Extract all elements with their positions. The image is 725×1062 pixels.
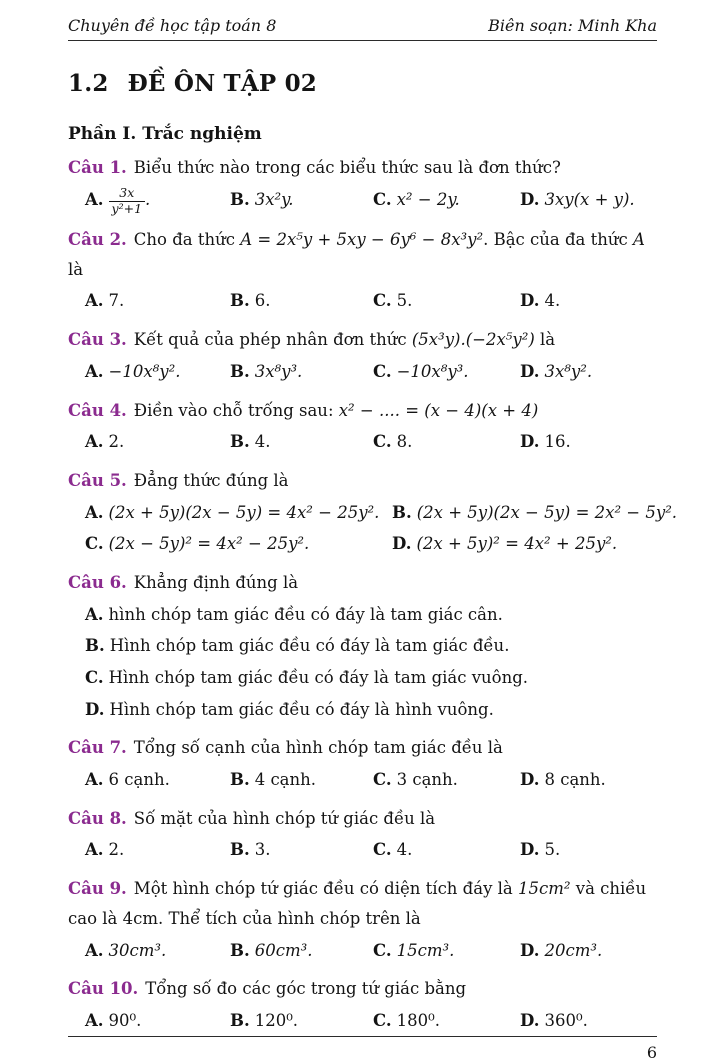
option-letter: D. — [520, 940, 540, 960]
fraction-numerator: 3x — [119, 185, 135, 201]
question-plain-text: Khẳng định đúng là — [133, 572, 299, 592]
option-letter: B. — [85, 636, 105, 656]
option-a — [85, 835, 230, 865]
option-text: (2x + 5y)² = 4x² + 25y². — [416, 534, 618, 554]
question-options — [68, 600, 657, 725]
option-letter: D. — [520, 770, 540, 790]
question-math: A = 2x⁵y + 5xy − 6y⁶ − 8x³y² — [240, 230, 484, 250]
option-text: 360⁰. — [544, 1010, 588, 1030]
header-left-text: Chuyên đề học tập toán 8 — [68, 16, 277, 35]
option-text: Hình chóp tam giác đều có đáy là tam giác đều. — [109, 636, 510, 656]
option-text: 4. — [254, 432, 271, 452]
option-letter: B. — [392, 502, 412, 522]
option-d — [520, 765, 657, 795]
question-line — [68, 804, 657, 834]
question-block — [68, 153, 657, 216]
option-text: −10x⁸y³. — [396, 361, 469, 381]
question-plain-text: Kết quả của phép nhân đơn thức — [133, 330, 412, 350]
question-text — [134, 158, 561, 177]
questions-container — [68, 144, 678, 1036]
question-plain-text: và chiều cao là 4cm. Thể tích của hình chóp trên là — [68, 879, 647, 928]
option-letter: B. — [230, 840, 250, 860]
question-options — [68, 185, 657, 216]
option-letter: C. — [373, 770, 392, 790]
option-text: 8. — [396, 432, 413, 452]
option-letter: D. — [85, 699, 105, 719]
question-label: Câu 2. — [68, 230, 127, 250]
page-header — [68, 16, 657, 41]
question-block — [68, 568, 657, 724]
option-text: 4 cạnh. — [254, 770, 317, 790]
option-letter: D. — [520, 189, 540, 209]
option-b — [230, 1006, 373, 1036]
option-letter: A. — [85, 291, 104, 311]
option-a — [85, 765, 230, 795]
option-d — [520, 286, 657, 316]
option-d — [520, 185, 657, 216]
question-label: Câu 8. — [68, 808, 127, 828]
question-block — [68, 466, 678, 559]
question-block — [68, 974, 657, 1035]
fraction-denominator: y²+1 — [109, 201, 146, 216]
option-letter: D. — [520, 840, 540, 860]
option-text: 4. — [544, 291, 561, 311]
option-text: $\frac{3x}{\text{y²+1}}$ . — [109, 190, 151, 209]
header-right-text: Biên soạn: Minh Kha — [488, 16, 657, 35]
option-letter: A. — [85, 940, 104, 960]
option-c — [373, 185, 520, 216]
question-text — [134, 738, 503, 757]
option-a — [85, 1006, 230, 1036]
question-text — [145, 979, 466, 998]
option-b — [230, 185, 373, 216]
option-c — [373, 357, 520, 387]
option-c — [373, 835, 520, 865]
option-letter: A. — [85, 770, 104, 790]
option-text: 2. — [108, 840, 125, 860]
option-a — [85, 286, 230, 316]
question-line — [68, 325, 657, 355]
question-text — [68, 879, 646, 928]
option-c — [373, 1006, 520, 1036]
option-text: 3x⁸y². — [544, 361, 593, 381]
question-math: x² − .... = (x − 4)(x + 4) — [338, 400, 539, 420]
option-d — [520, 1006, 657, 1036]
option-b — [230, 765, 373, 795]
option-text: Hình chóp tam giác đều có đáy là tam giác vuông. — [108, 668, 529, 687]
question-options — [68, 498, 678, 559]
question-label: Câu 4. — [68, 400, 127, 420]
question-block — [68, 225, 657, 316]
question-plain-text: là — [534, 330, 556, 350]
question-plain-text: Biểu thức nào trong các biểu thức sau là đơn thức? — [133, 158, 561, 177]
question-plain-text: Điền vào chỗ trống sau: — [133, 400, 339, 420]
question-block — [68, 396, 657, 457]
option-text: 5. — [396, 291, 413, 311]
question-label: Câu 5. — [68, 470, 127, 490]
question-math: 15cm² — [518, 879, 571, 899]
option-text: 3xy(x + y). — [544, 189, 635, 209]
question-plain-text: Cho đa thức — [133, 230, 241, 250]
question-options — [68, 936, 657, 966]
option-text: 2. — [108, 432, 125, 452]
option-text: 3x²y. — [254, 189, 294, 209]
question-line — [68, 153, 657, 183]
question-label: Câu 10. — [68, 979, 139, 999]
question-label: Câu 7. — [68, 738, 127, 758]
question-options — [68, 357, 657, 387]
option-letter: B. — [230, 361, 250, 381]
option-letter: C. — [373, 1010, 392, 1030]
question-label: Câu 3. — [68, 330, 127, 350]
question-plain-text: Tổng số đo các góc trong tứ giác bằng — [145, 979, 467, 999]
option-d — [520, 427, 657, 457]
option-b — [230, 835, 373, 865]
question-line — [68, 466, 657, 496]
option-letter: D. — [520, 361, 540, 381]
option-text: (2x − 5y)² = 4x² − 25y². — [108, 534, 310, 554]
option-letter: A. — [85, 189, 104, 209]
option-text: 16. — [544, 432, 571, 452]
option-text: Hình chóp tam giác đều có đáy là hình vuông. — [109, 699, 494, 719]
option-letter: A. — [85, 361, 104, 381]
option-text: x² − 2y. — [396, 189, 460, 209]
option-text: 4. — [396, 840, 413, 860]
question-text — [134, 401, 538, 420]
option-a — [85, 498, 392, 528]
option-d — [520, 936, 657, 966]
question-text — [134, 809, 435, 828]
option-letter: C. — [373, 189, 392, 209]
question-options — [68, 427, 657, 457]
option-letter: B. — [230, 1010, 250, 1030]
section-title-text: ĐỀ ÔN TẬP 02 — [127, 70, 318, 97]
option-letter: B. — [230, 940, 250, 960]
question-line — [68, 733, 657, 763]
option-b — [230, 357, 373, 387]
question-text — [134, 573, 298, 592]
question-options — [68, 1006, 657, 1036]
option-letter: C. — [85, 534, 104, 554]
question-block — [68, 733, 657, 794]
option-a — [85, 936, 230, 966]
question-math: (5x³y).(−2x⁵y²) — [411, 330, 535, 350]
option-letter: C. — [85, 668, 104, 687]
question-text — [68, 230, 645, 279]
option-letter: D. — [520, 291, 540, 311]
option-text: 7. — [108, 291, 125, 311]
question-plain-text: Tổng số cạnh của hình chóp tam giác đều là — [133, 738, 503, 758]
option-text: −10x⁸y². — [108, 361, 181, 381]
option-text: 5. — [544, 840, 561, 860]
option-d — [520, 835, 657, 865]
option-d — [392, 529, 677, 559]
option-text: 3x⁸y³. — [254, 361, 303, 381]
option-text: 30cm³. — [108, 940, 167, 960]
question-plain-text: . Bậc của đa thức — [483, 230, 633, 250]
option-a — [85, 185, 230, 216]
option-c — [373, 286, 520, 316]
option-letter: A. — [85, 1010, 104, 1030]
option-a — [85, 357, 230, 387]
option-b — [85, 631, 657, 661]
option-text: 8 cạnh. — [544, 770, 606, 790]
option-letter: A. — [85, 604, 104, 624]
question-math: A — [632, 230, 645, 250]
question-options — [68, 286, 657, 316]
question-label: Câu 6. — [68, 572, 127, 592]
fraction — [109, 186, 146, 216]
question-line — [68, 568, 657, 598]
option-b — [230, 427, 373, 457]
section-number: 1.2 — [68, 70, 109, 97]
part-heading: Phần I. Trắc nghiệm — [68, 124, 262, 144]
option-b — [230, 936, 373, 966]
option-d — [520, 357, 657, 387]
question-block — [68, 804, 657, 865]
page-number: 6 — [646, 1042, 657, 1062]
question-plain-text: là — [68, 259, 84, 279]
question-block — [68, 325, 657, 386]
page-footer — [68, 1036, 657, 1062]
question-options — [68, 765, 657, 795]
option-d — [85, 695, 657, 725]
option-letter: C. — [373, 940, 392, 960]
option-text: 180⁰. — [396, 1010, 440, 1030]
option-letter: C. — [373, 291, 392, 311]
option-c — [373, 936, 520, 966]
option-letter: B. — [230, 291, 250, 311]
question-text — [134, 471, 289, 490]
question-line — [68, 874, 657, 933]
question-line — [68, 974, 657, 1004]
question-options — [68, 835, 657, 865]
option-text: (2x + 5y)(2x − 5y) = 2x² − 5y². — [416, 502, 678, 522]
option-letter: B. — [230, 432, 250, 452]
option-letter: C. — [373, 432, 392, 452]
question-plain-text: Một hình chóp tứ giác đều có diện tích đáy là — [133, 879, 519, 899]
question-label: Câu 1. — [68, 158, 127, 177]
question-text — [134, 330, 555, 349]
option-b — [230, 286, 373, 316]
option-letter: D. — [520, 432, 540, 452]
option-letter: A. — [85, 840, 104, 860]
option-c — [373, 765, 520, 795]
option-text: 90⁰. — [108, 1010, 142, 1030]
option-text: 3 cạnh. — [396, 770, 458, 790]
question-block — [68, 874, 657, 965]
question-plain-text: Đẳng thức đúng là — [133, 470, 289, 490]
option-a — [85, 427, 230, 457]
option-c — [85, 529, 392, 559]
question-line — [68, 225, 657, 284]
question-line — [68, 396, 657, 426]
option-text: (2x + 5y)(2x − 5y) = 4x² − 25y². — [108, 502, 380, 522]
option-text: 15cm³. — [396, 940, 455, 960]
option-letter: D. — [520, 1010, 540, 1030]
option-letter: D. — [392, 534, 412, 554]
question-plain-text: Số mặt của hình chóp tứ giác đều là — [133, 808, 436, 828]
option-text: 6 cạnh. — [108, 770, 170, 790]
option-a — [85, 600, 657, 630]
option-text: 60cm³. — [254, 940, 313, 960]
option-letter: A. — [85, 502, 104, 522]
option-c — [373, 427, 520, 457]
option-letter: A. — [85, 432, 104, 452]
option-b — [392, 498, 677, 528]
option-text: hình chóp tam giác đều có đáy là tam giác cân. — [108, 604, 503, 624]
question-label: Câu 9. — [68, 879, 127, 899]
option-text: 6. — [254, 291, 271, 311]
option-letter: C. — [373, 361, 392, 381]
option-text: 20cm³. — [544, 940, 603, 960]
option-letter: B. — [230, 189, 250, 209]
section-title — [68, 70, 657, 97]
option-text: 3. — [254, 840, 271, 860]
option-letter: B. — [230, 770, 250, 790]
option-text: 120⁰. — [254, 1010, 299, 1030]
option-c — [85, 663, 657, 693]
option-letter: C. — [373, 840, 392, 860]
